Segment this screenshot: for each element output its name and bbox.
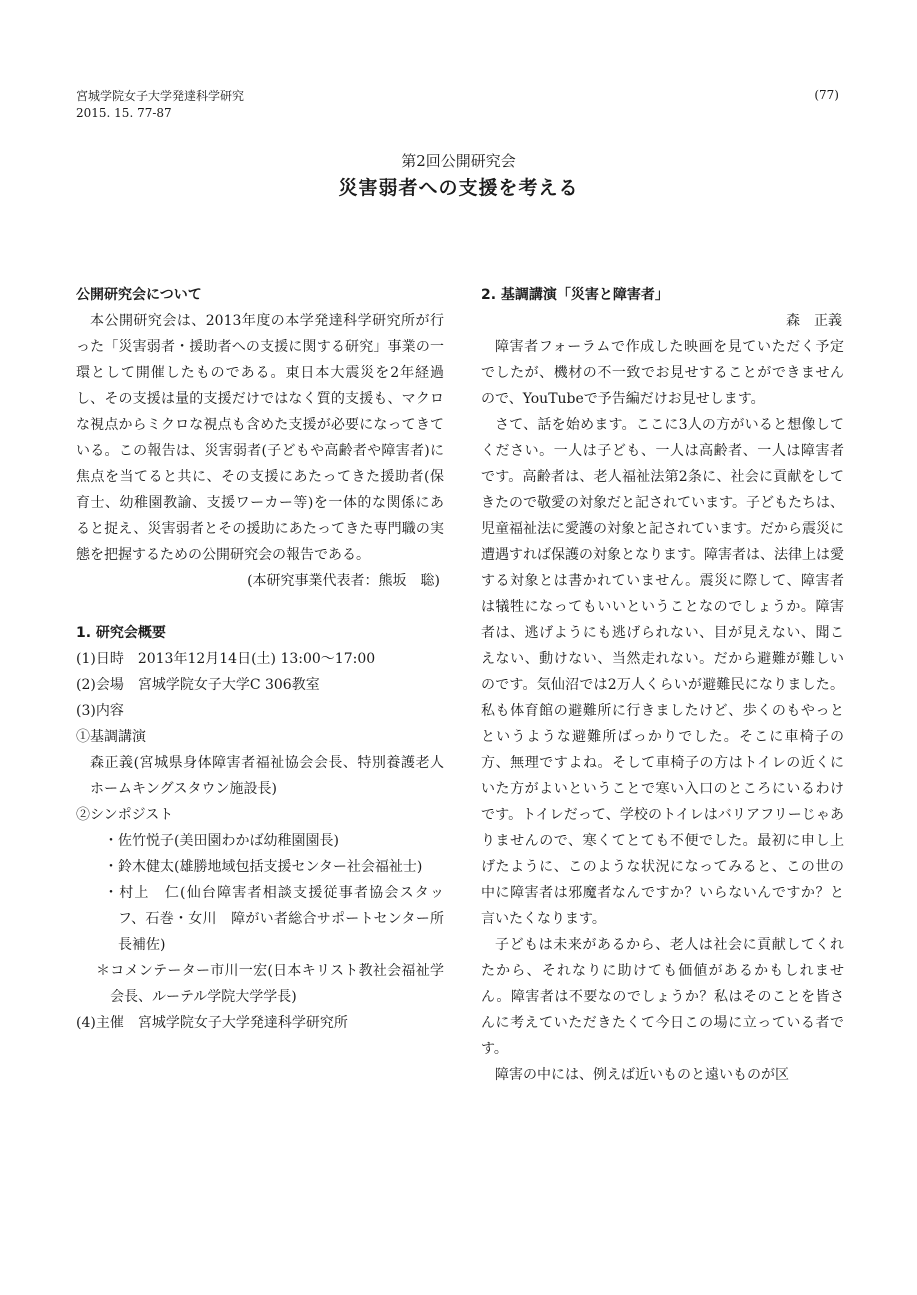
page-number: (77) bbox=[814, 88, 839, 102]
contents-line: (3)内容 bbox=[76, 703, 124, 719]
body-paragraph: さて、話を始めます。ここに3人の方がいると想像してください。一人は子ども、一人は高齢者、一人は障害者です。高齢者は、老人福祉法第2条に、社会に貢献をしてきたので敬愛の対象だと記されています。子どもたちは、児童福祉法に愛護の対象と記されています。だから震災に遭遇すれば保護の対象となります。障害者は、法律上は愛する対象とは書かれていません。震災に際して、障害者は犠牲になってもいいということなのでしょうか。障害者は、逃げようにも逃げられない、目が見えない、聞こえない、動けない、当然走れない。だから避難が難しいのです。気仙沼では2万人くらいが避難民になりました。私も体育館の避難所に行きましたけど、歩くのもやっとというような避難所ばっかりでした。そこに車椅子の方、無理ですよね。そして車椅子の方はトイレの近くにいた方がよいということで寒い入口のところにいるわけです。トイレだって、学校のトイレはバリアフリーじゃありませんので、寒くてとても不便でした。最初に申し上げたように、このような状況になってみると、この世の中に障害者は邪魔者なんですか？いらないんですか？と言いたくなります。 bbox=[481, 417, 844, 927]
about-paragraph: 本公開研究会は、2013年度の本学発達科学研究所が行った「災害弱者・援助者への支援に関する研究」事業の一環として開催したものである。東日本大震災を2年経過し、その支援は量的支援だけではなく質的支援も、マクロな視点からミクロな視点も含めた支援が必要になってきている。この報告は、災害弱者(子どもや高齢者や障害者)に焦点を当てると共に、その支援にあたってきた援助者(保育士、幼稚園教諭、支援ワーカー等)を一体的な関係にあると捉え、災害弱者とその援助にあたってきた専門職の実態を把握するための公開研究会の報告である。 bbox=[76, 313, 444, 563]
organizer-line: (4)主催 宮城学院女子大学発達科学研究所 bbox=[76, 1015, 348, 1031]
article-subtitle: 第2回公開研究会 bbox=[401, 152, 516, 170]
keynote-speaker: 森正義(宮城県身体障害者福祉協会会長、特別養護老人ホームキングスタウン施設長) bbox=[90, 755, 444, 797]
about-heading: 公開研究会について bbox=[76, 287, 202, 303]
symposist-item: ・佐竹悦子(美田園わかば幼稚園園長) bbox=[104, 833, 339, 849]
running-header bbox=[76, 88, 244, 122]
body-paragraph: 子どもは未来があるから、老人は社会に貢献してくれたから、それなりに助けても価値があるかもしれません。障害者は不要なのでしょうか？私はそのことを皆さんに考えていただきたくて今日この場に立っている者です。 bbox=[481, 937, 844, 1057]
representative-line: (本研究事業代表者：熊坂 聡) bbox=[247, 573, 440, 589]
overview-heading: 1. 研究会概要 bbox=[76, 625, 166, 641]
body-paragraph: 障害者フォーラムで作成した映画を見ていただく予定でしたが、機材の不一致でお見せすることができませんので、YouTubeで予告編だけお見せします。 bbox=[481, 339, 844, 407]
right-column bbox=[481, 282, 844, 1088]
commentator-line: ＊コメンテーター市川一宏(日本キリスト教社会福祉学会長、ルーテル学院大学学長) bbox=[96, 963, 444, 1005]
date-line: (1)日時 2013年12月14日(土) 13:00～17:00 bbox=[76, 651, 376, 667]
symposist-label: ②シンポジスト bbox=[76, 807, 174, 823]
author-name: 森 正義 bbox=[786, 313, 842, 329]
symposist-item: ・村上 仁(仙台障害者相談支援従事者協会スタッフ、石巻・女川 障がい者総合サポートセンター所長補佐) bbox=[104, 885, 444, 953]
section-heading: 2. 基調講演「災害と障害者」 bbox=[481, 287, 669, 303]
citation: 2015. 15. 77-87 bbox=[76, 106, 172, 120]
symposist-item: ・鈴木健太(雄勝地域包括支援センター社会福祉士) bbox=[104, 859, 423, 875]
left-column bbox=[76, 282, 444, 1036]
keynote-label: ①基調講演 bbox=[76, 729, 146, 745]
journal-name: 宮城学院女子大学発達科学研究 bbox=[76, 89, 245, 103]
venue-line: (2)会場 宮城学院女子大学C 306教室 bbox=[76, 677, 320, 693]
article-title: 災害弱者への支援を考える bbox=[338, 177, 579, 199]
body-paragraph: 障害の中には、例えば近いものと遠いものが区 bbox=[495, 1067, 789, 1083]
